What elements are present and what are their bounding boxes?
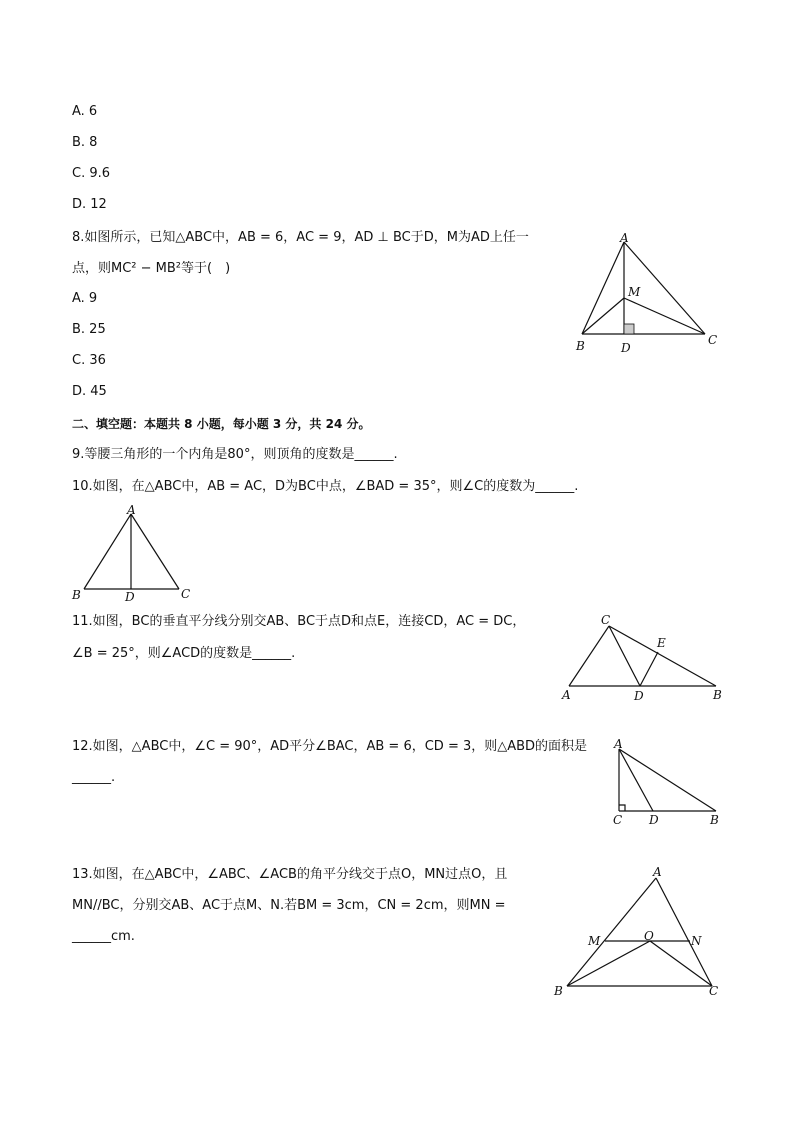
q10-label-b: B <box>72 588 81 602</box>
q12-label-d: D <box>649 813 659 827</box>
q8-label-m: M <box>628 285 641 299</box>
q12-label-c: C <box>613 813 623 827</box>
q10-label-d: D <box>125 590 135 604</box>
q8-option-a: A. 9 <box>72 291 98 306</box>
q7-option-a: A. 6 <box>72 104 98 119</box>
q12-triangle-figure <box>606 736 731 831</box>
q8-option-d: D. 45 <box>72 384 107 399</box>
q10-text: 10.如图，在△ABC中，AB = AC，D为BC中点，∠BAD = 35°，则∠C的度数为______. <box>72 479 579 494</box>
q11-label-d: D <box>634 689 644 703</box>
q13-label-c: C <box>709 984 719 998</box>
q11-triangle-figure <box>560 610 730 705</box>
q7-option-c: C. 9.6 <box>72 166 111 181</box>
q12-label-b: B <box>710 813 719 827</box>
q8-label-a: A <box>620 231 629 245</box>
q11-label-e: E <box>657 636 666 650</box>
q8-option-c: C. 36 <box>72 353 106 368</box>
q13-text-line1: 13.如图，在△ABC中，∠ABC、∠ACB的角平分线交于点O，MN过点O，且 <box>72 867 508 882</box>
q12-text-line2: ______. <box>72 770 116 785</box>
q8-label-b: B <box>576 339 585 353</box>
q8-label-c: C <box>708 333 718 347</box>
q8-triangle-figure <box>570 228 730 358</box>
q9-text: 9.等腰三角形的一个内角是80°，则顶角的度数是______. <box>72 447 398 462</box>
q11-label-b: B <box>713 688 722 702</box>
q7-option-b: B. 8 <box>72 135 98 150</box>
q8-text-line1: 8.如图所示，已知△ABC中，AB = 6，AC = 9，AD ⊥ BC于D，M为AD上任一 <box>72 230 529 245</box>
q8-text-line2: 点，则MC² − MB²等于( ) <box>72 261 231 276</box>
q10-label-c: C <box>181 587 191 601</box>
q11-text-line2: ∠B = 25°，则∠ACD的度数是______. <box>72 646 296 661</box>
q11-label-a: A <box>562 688 571 702</box>
q13-label-b: B <box>554 984 563 998</box>
q7-option-d: D. 12 <box>72 197 107 212</box>
section-2-header: 二、填空题：本题共 8 小题，每小题 3 分，共 24 分。 <box>72 417 371 431</box>
q8-label-d: D <box>621 341 631 355</box>
q10-triangle-figure <box>70 502 200 607</box>
q13-label-o: O <box>644 929 654 943</box>
q13-text-line2: MN//BC，分别交AB、AC于点M、N.若BM = 3cm，CN = 2cm，则MN = <box>72 898 506 913</box>
q13-label-m: M <box>588 934 601 948</box>
q13-triangle-figure <box>552 862 727 1002</box>
q13-label-n: N <box>691 934 702 948</box>
q11-label-c: C <box>601 613 611 627</box>
q10-label-a: A <box>127 503 136 517</box>
q11-text-line1: 11.如图，BC的垂直平分线分别交AB、BC于点D和点E，连接CD，AC = DC， <box>72 614 526 629</box>
q8-option-b: B. 25 <box>72 322 106 337</box>
q12-label-a: A <box>614 737 623 751</box>
q13-text-line3: ______cm. <box>72 929 135 944</box>
q12-text-line1: 12.如图，△ABC中，∠C = 90°，AD平分∠BAC，AB = 6，CD = 3，则△ABD的面积是 <box>72 739 588 754</box>
q13-label-a: A <box>653 865 662 879</box>
